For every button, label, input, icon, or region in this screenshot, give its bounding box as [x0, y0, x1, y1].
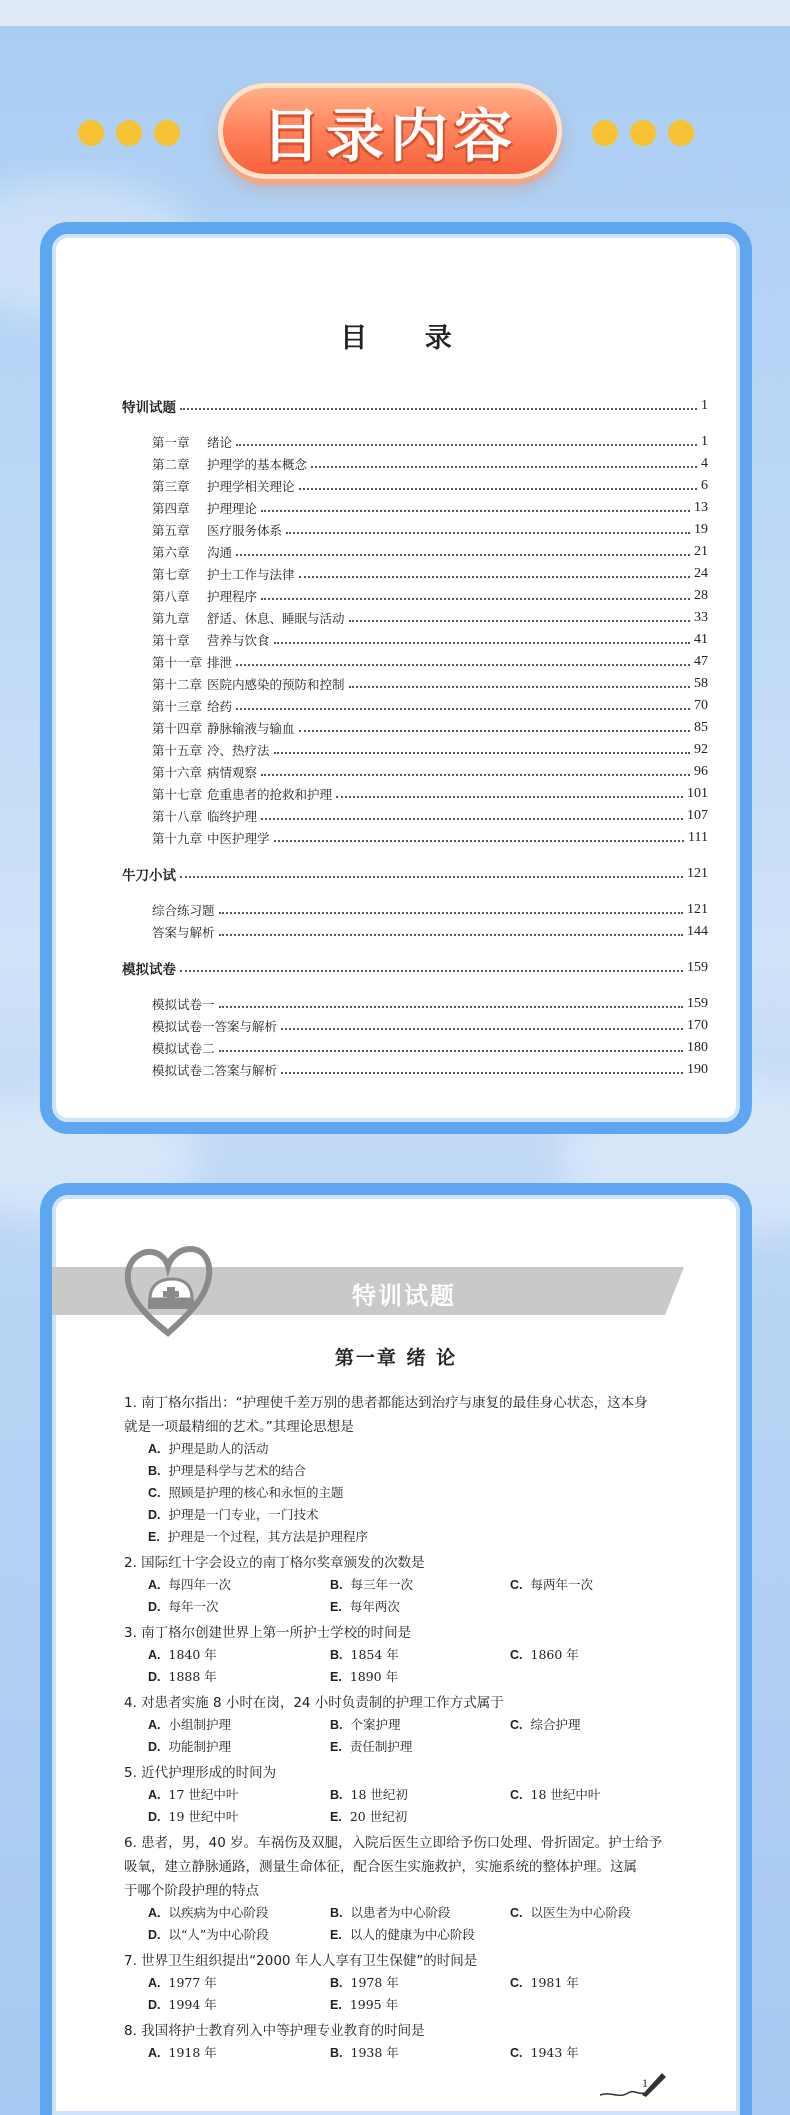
answer-option — [510, 1973, 579, 1991]
toc-chapter-number: 第十七章 — [152, 787, 203, 802]
option-key: A. — [148, 1442, 161, 1456]
dot-leader — [219, 1006, 683, 1008]
question-text: 5. 近代护理形成的时间为 — [124, 1765, 277, 1781]
toc-chapter-number: 第十八章 — [152, 809, 203, 824]
toc-chapter-name: 静脉输液与输血 — [207, 721, 295, 736]
toc-page: 96 — [694, 764, 708, 779]
sample-page-card — [40, 1183, 752, 2115]
option-text: 1995 年 — [349, 1997, 399, 2012]
toc-chapter — [152, 784, 708, 804]
toc-chapter — [152, 718, 708, 738]
toc-page: 92 — [694, 742, 708, 757]
option-text: 以患者为中心阶段 — [350, 1905, 451, 1920]
dot-leader — [261, 510, 690, 512]
dot-leader — [281, 1072, 683, 1074]
toc-page: 121 — [687, 866, 708, 881]
dot-leader — [299, 576, 690, 578]
toc-chapter — [152, 674, 708, 694]
answer-option — [330, 1715, 401, 1733]
dot-decoration — [592, 120, 618, 146]
option-text: 20 世纪初 — [349, 1809, 408, 1824]
toc-chapter-number: 第三章 — [152, 479, 190, 494]
dot-leader — [236, 444, 697, 446]
answer-option — [330, 1737, 412, 1755]
option-text: 每两年一次 — [530, 1577, 594, 1592]
option-text: 每四年一次 — [168, 1577, 232, 1592]
toc-page: 6 — [701, 478, 708, 493]
toc-page: 24 — [694, 566, 708, 581]
answer-option — [330, 1973, 399, 1991]
answer-option — [510, 1785, 600, 1803]
dot-leader — [274, 840, 685, 842]
toc-chapter — [152, 652, 708, 672]
dot-decoration — [668, 120, 694, 146]
toc-chapter-number: 第五章 — [152, 523, 190, 538]
option-text: 责任制护理 — [349, 1739, 413, 1754]
answer-option — [330, 1925, 475, 1943]
option-key: B. — [330, 1976, 343, 1990]
toc-chapter-number: 第十五章 — [152, 743, 203, 758]
answer-option — [148, 1505, 319, 1523]
option-text: 1918 年 — [168, 2045, 217, 2060]
toc-chapter-name: 护理理论 — [207, 501, 258, 516]
answer-option — [330, 1995, 398, 2013]
option-key: D. — [148, 1928, 161, 1942]
option-key: C. — [510, 1648, 523, 1662]
toc-chapter-name: 医疗服务体系 — [207, 523, 283, 538]
toc-page: 13 — [694, 500, 708, 515]
dot-leader — [281, 1028, 683, 1030]
toc-page: 1 — [701, 434, 708, 449]
answer-option — [510, 1575, 593, 1593]
toc-page: 107 — [687, 808, 708, 823]
dot-leader — [236, 708, 690, 710]
answer-option — [148, 1737, 231, 1755]
toc-chapter-number: 第十九章 — [152, 831, 203, 846]
option-key: B. — [330, 2046, 343, 2060]
option-text: 17 世纪中叶 — [168, 1787, 239, 1802]
toc-page: 159 — [687, 960, 708, 975]
option-key: A. — [148, 1718, 161, 1732]
answer-option — [148, 1785, 238, 1803]
toc-page: 19 — [694, 522, 708, 537]
toc-chapter-number: 第十三章 — [152, 699, 203, 714]
question-text: 2. 国际红十字会设立的南丁格尔奖章颁发的次数是 — [124, 1555, 425, 1571]
option-text: 每年一次 — [168, 1599, 219, 1614]
dot-decoration — [630, 120, 656, 146]
answer-option — [148, 1597, 219, 1615]
answer-option — [148, 1483, 344, 1501]
toc-item-name: 模拟试卷一答案与解析 — [152, 1019, 278, 1034]
dot-leader — [274, 642, 690, 644]
answer-option — [510, 1903, 631, 1921]
option-text: 1890 年 — [349, 1669, 399, 1684]
option-key: E. — [148, 1530, 160, 1544]
question-text: 吸氧，建立静脉通路，测量生命体征，配合医生实施救护，实施系统的整体护理。这属 — [124, 1859, 637, 1875]
toc-chapter-name: 给药 — [207, 699, 233, 714]
option-key: B. — [330, 1718, 343, 1732]
section-banner-title: 特训试题 — [352, 1282, 456, 1310]
question-text: 4. 对患者实施 8 小时在岗，24 小时负责制的护理工作方式属于 — [124, 1695, 504, 1711]
toc-chapter-number: 第六章 — [152, 545, 190, 560]
answer-option — [148, 1715, 231, 1733]
question-text: 7. 世界卫生组织提出“2000 年人人享有卫生保健”的时间是 — [124, 1953, 478, 1969]
option-text: 以医生为中心阶段 — [530, 1905, 631, 1920]
dot-decoration — [78, 120, 104, 146]
nurse-heart-icon — [120, 1241, 216, 1341]
answer-option — [148, 1925, 269, 1943]
question-text: 3. 南丁格尔创建世界上第一所护士学校的时间是 — [124, 1625, 412, 1641]
toc-page: 4 — [701, 456, 708, 471]
answer-option — [330, 2043, 399, 2061]
toc-chapter-number: 第四章 — [152, 501, 190, 516]
pen-icon — [598, 2069, 668, 2101]
dot-leader — [336, 796, 683, 798]
option-text: 18 世纪中叶 — [530, 1787, 601, 1802]
answer-option — [330, 1645, 399, 1663]
option-text: 1860 年 — [530, 1647, 579, 1662]
toc-page: 70 — [694, 698, 708, 713]
toc-page: 21 — [694, 544, 708, 559]
dot-leader — [286, 532, 690, 534]
toc-chapter-number: 第九章 — [152, 611, 190, 626]
answer-option — [148, 1645, 217, 1663]
dot-leader — [261, 818, 683, 820]
answer-option — [148, 1807, 238, 1825]
option-text: 19 世纪中叶 — [168, 1809, 239, 1824]
dot-leader — [219, 1050, 683, 1052]
answer-option — [510, 1645, 579, 1663]
toc-item-name: 模拟试卷二答案与解析 — [152, 1063, 278, 1078]
toc-chapter — [152, 498, 708, 518]
dot-leader — [299, 730, 690, 732]
toc-page: 41 — [694, 632, 708, 647]
question — [124, 2019, 724, 2043]
toc-section-label: 牛刀小试 — [122, 868, 176, 884]
option-key: D. — [148, 1508, 161, 1522]
answer-option — [148, 1439, 269, 1457]
toc-chapter — [152, 542, 708, 562]
toc-chapter-name: 沟通 — [207, 545, 233, 560]
question — [124, 1621, 724, 1645]
option-key: E. — [330, 1670, 342, 1684]
option-key: E. — [330, 1928, 342, 1942]
toc-page: 101 — [687, 786, 708, 801]
option-text: 18 世纪初 — [350, 1787, 408, 1802]
toc-chapter — [152, 806, 708, 826]
dot-leader — [261, 598, 690, 600]
toc-chapter — [152, 432, 708, 452]
option-text: 护理是助人的活动 — [168, 1441, 269, 1456]
option-key: E. — [330, 1998, 342, 2012]
option-key: C. — [510, 1906, 523, 1920]
dot-leader — [349, 620, 690, 622]
toc-chapter-name: 排泄 — [207, 655, 233, 670]
toc-page: 180 — [687, 1040, 708, 1055]
dot-decoration — [154, 120, 180, 146]
toc-chapter — [152, 520, 708, 540]
toc-page: 159 — [687, 996, 708, 1011]
option-key: E. — [330, 1600, 342, 1614]
dot-leader — [180, 970, 683, 972]
answer-option — [330, 1575, 413, 1593]
toc-page: 28 — [694, 588, 708, 603]
dot-leader — [219, 934, 683, 936]
option-text: 每三年一次 — [350, 1577, 414, 1592]
option-key: E. — [330, 1740, 342, 1754]
toc-item-name: 综合练习题 — [152, 903, 215, 918]
option-key: A. — [148, 1648, 161, 1662]
answer-option — [148, 1995, 217, 2013]
option-key: C. — [510, 1788, 523, 1802]
toc-chapter — [152, 630, 708, 650]
toc-item — [152, 900, 708, 920]
option-key: D. — [148, 1810, 161, 1824]
toc-page: 144 — [687, 924, 708, 939]
option-key: B. — [330, 1578, 343, 1592]
toc-chapter-number: 第一章 — [152, 435, 190, 450]
toc-chapter — [152, 476, 708, 496]
toc-item-name: 模拟试卷二 — [152, 1041, 215, 1056]
answer-option — [148, 1575, 231, 1593]
toc-page: 33 — [694, 610, 708, 625]
toc-page: 170 — [687, 1018, 708, 1033]
option-text: 1938 年 — [350, 2045, 399, 2060]
answer-option — [148, 1903, 269, 1921]
option-text: 个案护理 — [350, 1717, 401, 1732]
toc-page: 1 — [701, 398, 708, 413]
toc-chapter-name: 护理学的基本概念 — [207, 457, 308, 472]
option-key: C. — [510, 1718, 523, 1732]
option-text: 1854 年 — [350, 1647, 399, 1662]
toc-section-label: 特训试题 — [122, 400, 176, 416]
toc-chapter — [152, 454, 708, 474]
dot-leader — [311, 466, 697, 468]
toc-chapter — [152, 828, 708, 848]
question — [124, 1551, 724, 1575]
question — [124, 1831, 724, 1903]
option-key: A. — [148, 1788, 161, 1802]
answer-option — [330, 1807, 407, 1825]
toc-page: 47 — [694, 654, 708, 669]
answer-option — [148, 1667, 217, 1685]
option-key: D. — [148, 1600, 161, 1614]
toc-chapter-name: 营养与饮食 — [207, 633, 270, 648]
dot-leader — [180, 876, 683, 878]
toc-chapter-number: 第十一章 — [152, 655, 203, 670]
toc-chapter-name: 舒适、休息、睡眠与活动 — [207, 611, 345, 626]
option-text: 1978 年 — [350, 1975, 399, 1990]
option-text: 以“人”为中心阶段 — [168, 1927, 269, 1942]
dot-leader — [219, 912, 683, 914]
dot-leader — [349, 686, 690, 688]
toc-chapter-number: 第十四章 — [152, 721, 203, 736]
toc-title: 目 录 — [340, 323, 476, 354]
option-text: 1977 年 — [168, 1975, 217, 1990]
question — [124, 1391, 724, 1439]
option-key: C. — [148, 1486, 161, 1500]
option-text: 1994 年 — [168, 1997, 217, 2012]
option-text: 护理是科学与艺术的结合 — [168, 1463, 307, 1478]
top-strip — [0, 0, 790, 26]
option-key: A. — [148, 2046, 161, 2060]
option-text: 以人的健康为中心阶段 — [349, 1927, 475, 1942]
dot-leader — [261, 774, 690, 776]
toc-item-name: 答案与解析 — [152, 925, 215, 940]
toc-item — [152, 922, 708, 942]
option-key: D. — [148, 1740, 161, 1754]
toc-page: 190 — [687, 1062, 708, 1077]
toc-chapter — [152, 740, 708, 760]
option-key: A. — [148, 1578, 161, 1592]
dot-leader — [236, 554, 690, 556]
answer-option — [510, 1715, 581, 1733]
question-text: 于哪个阶段护理的特点 — [124, 1883, 259, 1899]
toc-item-name: 模拟试卷一 — [152, 997, 215, 1012]
toc-chapter — [152, 586, 708, 606]
toc-item — [152, 994, 708, 1014]
answer-option — [330, 1903, 451, 1921]
toc-section — [122, 864, 708, 884]
toc-card — [40, 222, 752, 1134]
toc-chapter — [152, 564, 708, 584]
toc-chapter-number: 第十章 — [152, 633, 190, 648]
toc-chapter-number: 第十二章 — [152, 677, 203, 692]
toc-chapter-name: 临终护理 — [207, 809, 258, 824]
page-number: 1 — [642, 2076, 648, 2090]
toc-page: 58 — [694, 676, 708, 691]
option-key: C. — [510, 1578, 523, 1592]
toc-item — [152, 1060, 708, 1080]
question-text: 6. 患者，男，40 岁。车祸伤及双腿，入院后医生立即给予伤口处理、骨折固定。护士给予 — [124, 1835, 663, 1851]
option-text: 1943 年 — [530, 2045, 579, 2060]
option-key: E. — [330, 1810, 342, 1824]
toc-section — [122, 958, 708, 978]
answer-option — [330, 1785, 408, 1803]
question-text: 就是一项最精细的艺术。”其理论思想是 — [124, 1419, 354, 1435]
answer-option — [148, 2043, 217, 2061]
toc-page: 85 — [694, 720, 708, 735]
option-text: 小组制护理 — [168, 1717, 232, 1732]
toc-chapter-name: 中医护理学 — [207, 831, 270, 846]
question — [124, 1691, 724, 1715]
option-text: 照顾是护理的核心和永恒的主题 — [168, 1485, 344, 1500]
dot-leader — [236, 664, 690, 666]
toc-item — [152, 1038, 708, 1058]
answer-option — [148, 1461, 306, 1479]
option-key: A. — [148, 1906, 161, 1920]
question-text: 8. 我国将护士教育列入中等护理专业教育的时间是 — [124, 2023, 425, 2039]
toc-chapter-number: 第八章 — [152, 589, 190, 604]
option-key: A. — [148, 1976, 161, 1990]
dot-leader — [299, 488, 697, 490]
option-text: 每年两次 — [349, 1599, 400, 1614]
question-text: 1. 南丁格尔指出：“护理使千差万别的患者都能达到治疗与康复的最佳身心状态，这本身 — [124, 1395, 648, 1411]
option-text: 以疾病为中心阶段 — [168, 1905, 269, 1920]
option-key: D. — [148, 1670, 161, 1684]
option-text: 护理是一个过程，其方法是护理程序 — [167, 1529, 368, 1544]
toc-page: 121 — [687, 902, 708, 917]
toc-section-label: 模拟试卷 — [122, 962, 176, 978]
toc-chapter-number: 第十六章 — [152, 765, 203, 780]
toc-chapter-name: 护理程序 — [207, 589, 258, 604]
toc-chapter-name: 护士工作与法律 — [207, 567, 295, 582]
toc-item — [152, 1016, 708, 1036]
option-key: B. — [330, 1648, 343, 1662]
option-text: 1888 年 — [168, 1669, 217, 1684]
toc-section — [122, 396, 708, 416]
toc-chapter — [152, 762, 708, 782]
toc-chapter-number: 第七章 — [152, 567, 190, 582]
dot-decoration — [116, 120, 142, 146]
option-key: B. — [330, 1788, 343, 1802]
toc-chapter-name: 护理学相关理论 — [207, 479, 295, 494]
option-key: C. — [510, 2046, 523, 2060]
toc-chapter-name: 医院内感染的预防和控制 — [207, 677, 345, 692]
header-title: 目录内容 — [261, 102, 518, 170]
toc-chapter-name: 危重患者的抢救和护理 — [207, 787, 333, 802]
option-text: 护理是一门专业，一门技术 — [168, 1507, 319, 1522]
header-banner — [218, 83, 562, 179]
toc-chapter — [152, 608, 708, 628]
toc-chapter — [152, 696, 708, 716]
dot-leader — [274, 752, 690, 754]
option-key: B. — [330, 1906, 343, 1920]
question — [124, 1949, 724, 1973]
option-key: B. — [148, 1464, 161, 1478]
option-key: D. — [148, 1998, 161, 2012]
option-text: 综合护理 — [530, 1717, 581, 1732]
answer-option — [330, 1597, 400, 1615]
answer-option — [148, 1973, 217, 1991]
option-key: C. — [510, 1976, 523, 1990]
answer-option — [330, 1667, 398, 1685]
option-text: 1981 年 — [530, 1975, 579, 1990]
option-text: 1840 年 — [168, 1647, 217, 1662]
chapter-title: 第一章 绪 论 — [334, 1347, 458, 1369]
answer-option — [148, 1527, 368, 1545]
toc-chapter-name: 冷、热疗法 — [207, 743, 270, 758]
answer-option — [510, 2043, 579, 2061]
toc-chapter-name: 病情观察 — [207, 765, 258, 780]
dot-leader — [180, 408, 697, 410]
question — [124, 1761, 724, 1785]
toc-chapter-number: 第二章 — [152, 457, 190, 472]
toc-chapter-name: 绪论 — [207, 435, 233, 450]
option-text: 功能制护理 — [168, 1739, 232, 1754]
toc-page: 111 — [688, 830, 708, 845]
